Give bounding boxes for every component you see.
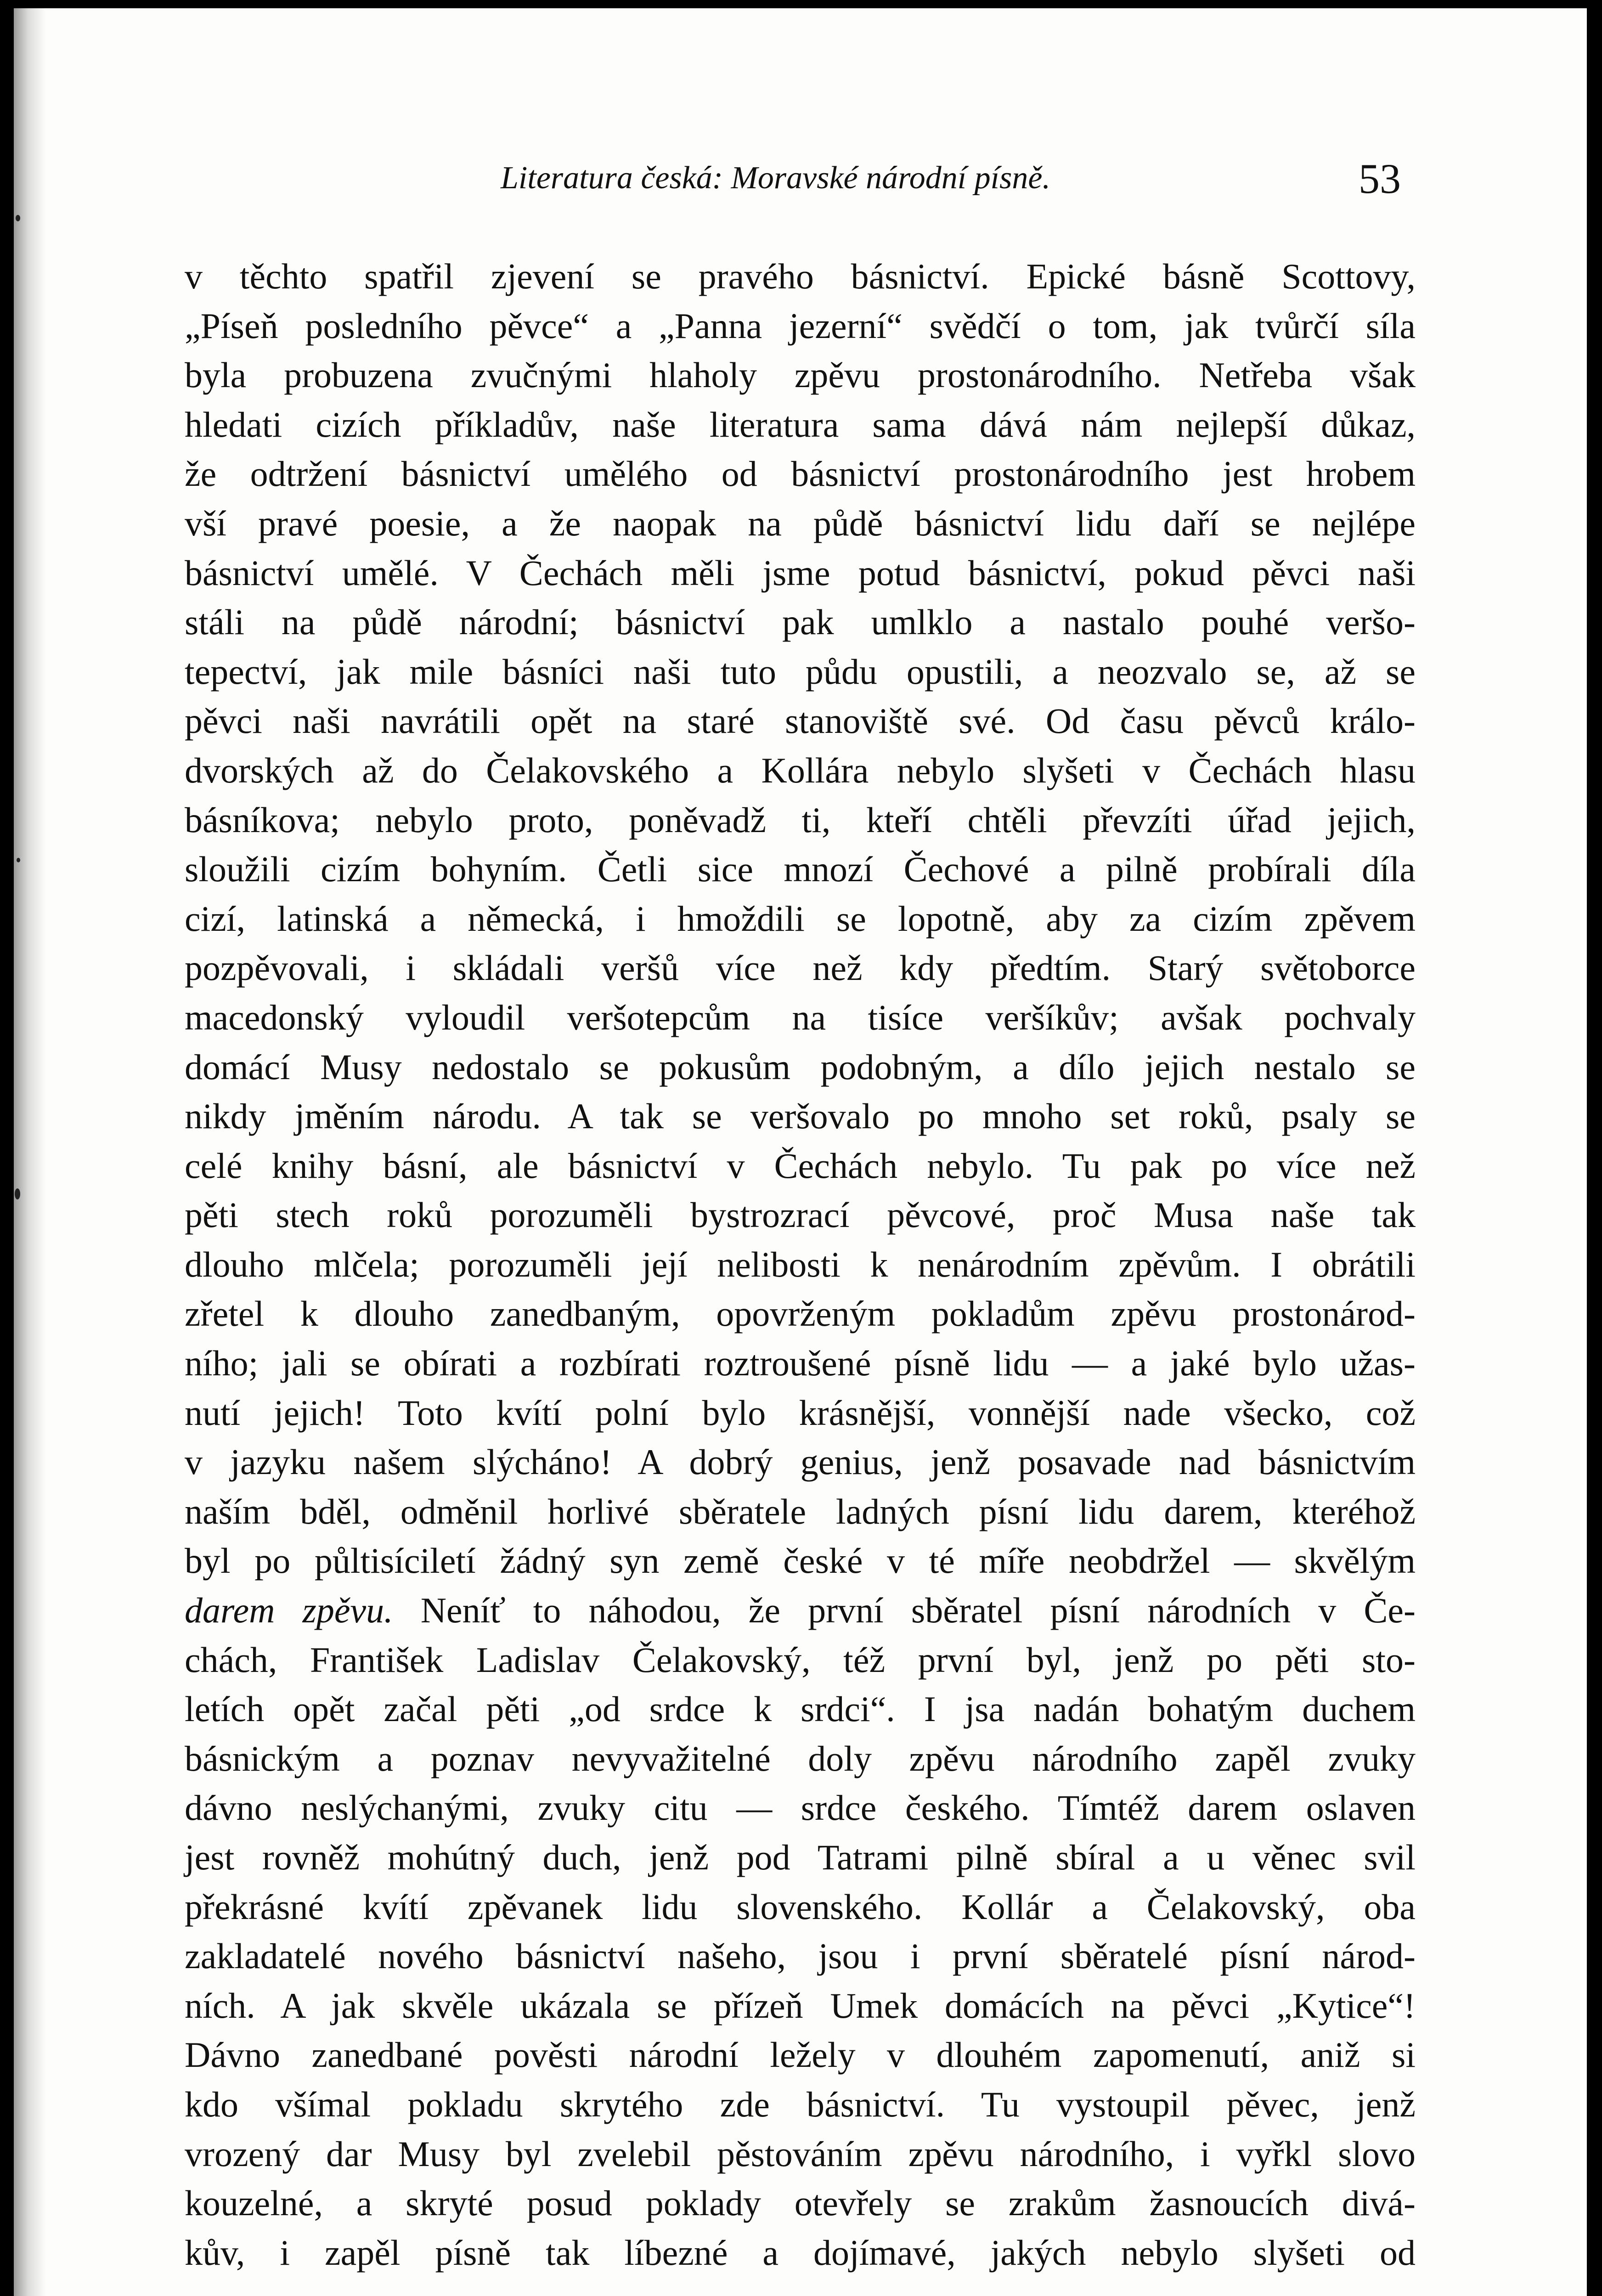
text-line: letích opět začal pěti „od srdce k srdci“. I jsa nadán bohatým duchem (185, 1689, 1416, 1729)
scan-speck (15, 1188, 20, 1199)
text-line: dlouho mlčela; porozuměli její nelibosti k nenárodním zpěvům. I obrátili (185, 1244, 1416, 1284)
text-line: Dávno zanedbané pověsti národní ležely v dlouhém zapomenutí, aniž si (185, 2035, 1416, 2075)
text-line: vší pravé poesie, a že naopak na půdě básnictví lidu daří se nejlépe (185, 503, 1416, 543)
running-header: Literatura česká: Moravské národní písně. (501, 160, 1050, 196)
text-line: jest rovněž mohútný duch, jenž pod Tatrami pilně sbíral a u věnec svil (185, 1837, 1416, 1877)
text-line-italic-mixed (185, 1586, 1416, 1635)
text-line: macedonský vyloudil veršotepcům na tisíce veršíkův; avšak pochvaly (185, 997, 1416, 1037)
text-line: chách, František Ladislav Čelakovský, též první byl, jenž po pěti sto- (185, 1639, 1416, 1680)
text-line: nutí jejich! Toto kvítí polní bylo krásnější, vonnější nade všecko, což (185, 1392, 1416, 1433)
text-line: celé knihy básní, ale básnictví v Čechách nebylo. Tu pak po více než (185, 1145, 1416, 1186)
text-line: básníkova; nebylo proto, poněvadž ti, kteří chtěli převzíti úřad jejich, (185, 799, 1416, 840)
text-line: kův, i zapěl písně tak líbezné a dojímavé, jakých nebylo slyšeti od (185, 2232, 1416, 2273)
binding-shadow (14, 8, 46, 2296)
text-line: básnickým a poznav nevyvažitelné doly zpěvu národního zapěl zvuky (185, 1738, 1416, 1778)
text-segment: Neníť to náhodou, že první sběratel písní národních v Če- (393, 1590, 1416, 1631)
text-line: kdo všímal pokladu skrytého zde básnictví. Tu vystoupil pěvec, jenž (185, 2084, 1416, 2124)
text-line: zakladatelé nového básnictví našeho, jsou i první sběratelé písní národ- (185, 1936, 1416, 1976)
text-line: že odtržení básnictví umělého od básnictví prostonárodního jest hrobem (185, 454, 1416, 494)
text-line: vrozený dar Musy byl zvelebil pěstováním zpěvu národního, i vyřkl slovo (185, 2133, 1416, 2174)
scanned-page (14, 8, 1587, 2296)
text-line: dvorských až do Čelakovského a Kollára nebylo slyšeti v Čechách hlasu (185, 750, 1416, 790)
text-line: cizí, latinská a německá, i hmoždili se lopotně, aby za cizím zpěvem (185, 898, 1416, 939)
text-line: pěvci naši navrátili opět na staré stanoviště své. Od času pěvců králo- (185, 701, 1416, 741)
text-line: básnictví umělé. V Čechách měli jsme potud básnictví, pokud pěvci naši (185, 552, 1416, 593)
text-line: ního; jali se obírati a rozbírati roztroušené písně lidu — a jaké bylo užas- (185, 1343, 1416, 1384)
text-line: hledati cizích příkladův, naše literatura sama dává nám nejlepší důkaz, (185, 404, 1416, 445)
text-line: sloužili cizím bohyním. Četli sice mnozí Čechové a pilně probírali díla (185, 849, 1416, 889)
text-line: dávno neslýchanými, zvuky citu — srdce českého. Tímtéž darem oslaven (185, 1788, 1416, 1828)
body-text (185, 252, 1416, 2277)
text-line: stáli na půdě národní; básnictví pak umlklo a nastalo pouhé veršo- (185, 602, 1416, 642)
text-line: ních. A jak skvěle ukázala se přízeň Umek domácích na pěvci „Kytice“! (185, 1985, 1416, 2026)
text-line: domácí Musy nedostalo se pokusům podobným, a dílo jejich nestalo se (185, 1047, 1416, 1087)
italic-emphasis: darem zpěvu. (185, 1590, 393, 1631)
page-number: 53 (1359, 155, 1401, 202)
text-line: byl po půltisíciletí žádný syn země české v té míře neobdržel — skvělým (185, 1541, 1416, 1581)
text-line: v těchto spatřil zjevení se pravého básnictví. Epické básně Scottovy, (185, 256, 1416, 296)
text-line: zřetel k dlouho zanedbaným, opovrženým pokladům zpěvu prostonárod- (185, 1294, 1416, 1334)
text-line: pozpěvovali, i skládali veršů více než kdy předtím. Starý světoborce (185, 948, 1416, 988)
scan-speck (17, 858, 20, 862)
text-line: pěti stech roků porozuměli bystrozrací pěvcové, proč Musa naše tak (185, 1195, 1416, 1235)
text-line: v jazyku našem slýcháno! A dobrý genius, jenž posavade nad básnictvím (185, 1442, 1416, 1482)
text-line: naším bděl, odměnil horlivé sběratele ladných písní lidu darem, kteréhož (185, 1491, 1416, 1531)
text-line: překrásné kvítí zpěvanek lidu slovenského. Kollár a Čelakovský, oba (185, 1886, 1416, 1927)
text-line: „Píseň posledního pěvce“ a „Panna jezerní“ svědčí o tom, jak tvůrčí síla (185, 305, 1416, 346)
text-line: kouzelné, a skryté posud poklady otevřely se zrakům žasnoucích divá- (185, 2183, 1416, 2223)
scan-speck (16, 215, 20, 221)
text-line: tepectví, jak mile básníci naši tuto půdu opustili, a neozvalo se, až se (185, 651, 1416, 692)
text-line: nikdy jměním národu. A tak se veršovalo po mnoho set roků, psaly se (185, 1096, 1416, 1137)
text-line: byla probuzena zvučnými hlaholy zpěvu prostonárodního. Netřeba však (185, 355, 1416, 395)
